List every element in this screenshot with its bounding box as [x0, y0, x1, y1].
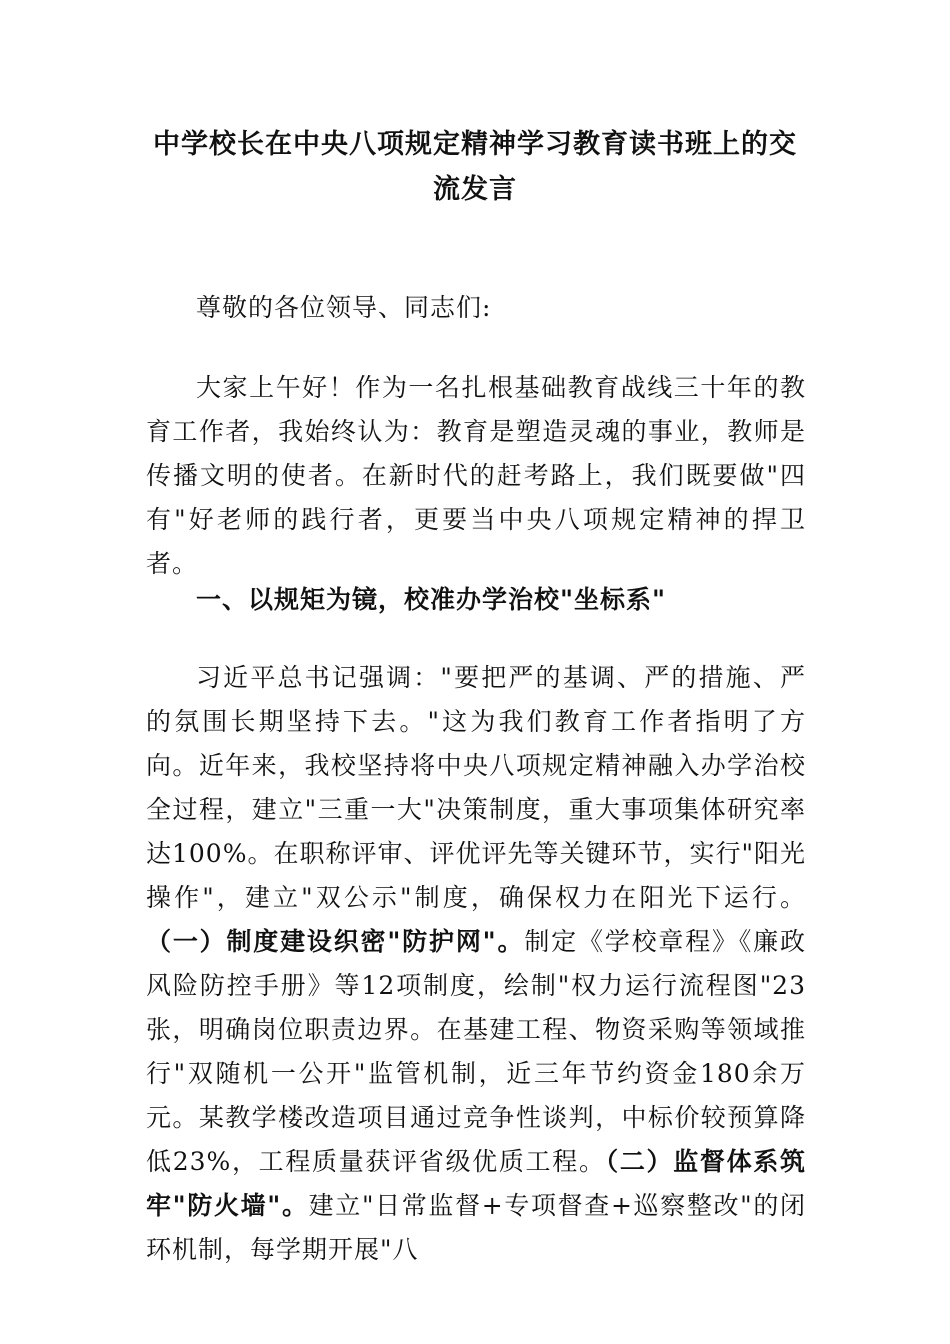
subheading-1: （一）制度建设织密"防护网"。 — [146, 927, 525, 956]
salutation: 尊敬的各位领导、同志们: — [196, 293, 492, 322]
subsection-1-text: 制定《学校章程》《廉政风险防控手册》等12项制度，绘制"权力运行流程图"23张，明确岗位职责边界。在基建工程、物资采购等领域推行"双随机一公开"监管机制，近三年节约资金180余万元。某教学楼改造项目通过竞争性谈判，中标价较预算降低23%，工程质量获评省级优质工程。 — [146, 927, 806, 1176]
section-1-text: 习近平总书记强调："要把严的基调、严的措施、严的氛围长期坚持下去。"这为我们教育工作者指明了方向。近年来，我校坚持将中央八项规定精神融入办学治校全过程，建立"三重一大"决策制度，重大事项集体研究率达100%。在职称评审、评优评先等关键环节，实行"阳光操作"，建立"双公示"制度，确保权力在阳光下运行。 — [146, 663, 806, 912]
intro-paragraph: 大家上午好！作为一名扎根基础教育战线三十年的教育工作者，我始终认为：教育是塑造灵魂的事业，教师是传播文明的使者。在新时代的赶考路上，我们既要做"四有"好老师的践行者，更要当中央八项规定精神的捍卫者。 — [146, 373, 806, 578]
section-heading-1: 一、以规矩为镜，校准办学治校"坐标系" — [196, 585, 667, 614]
section-1-paragraph — [146, 656, 806, 1272]
subheading-2: （二）监督体系筑牢"防火墙"。 — [146, 1147, 806, 1220]
document-title: 中学校长在中央八项规定精神学习教育读书班上的交流发言 — [153, 129, 797, 205]
subsection-2-text: 建立"日常监督+专项督查+巡察整改"的闭环机制，每学期开展"八 — [146, 1191, 806, 1264]
